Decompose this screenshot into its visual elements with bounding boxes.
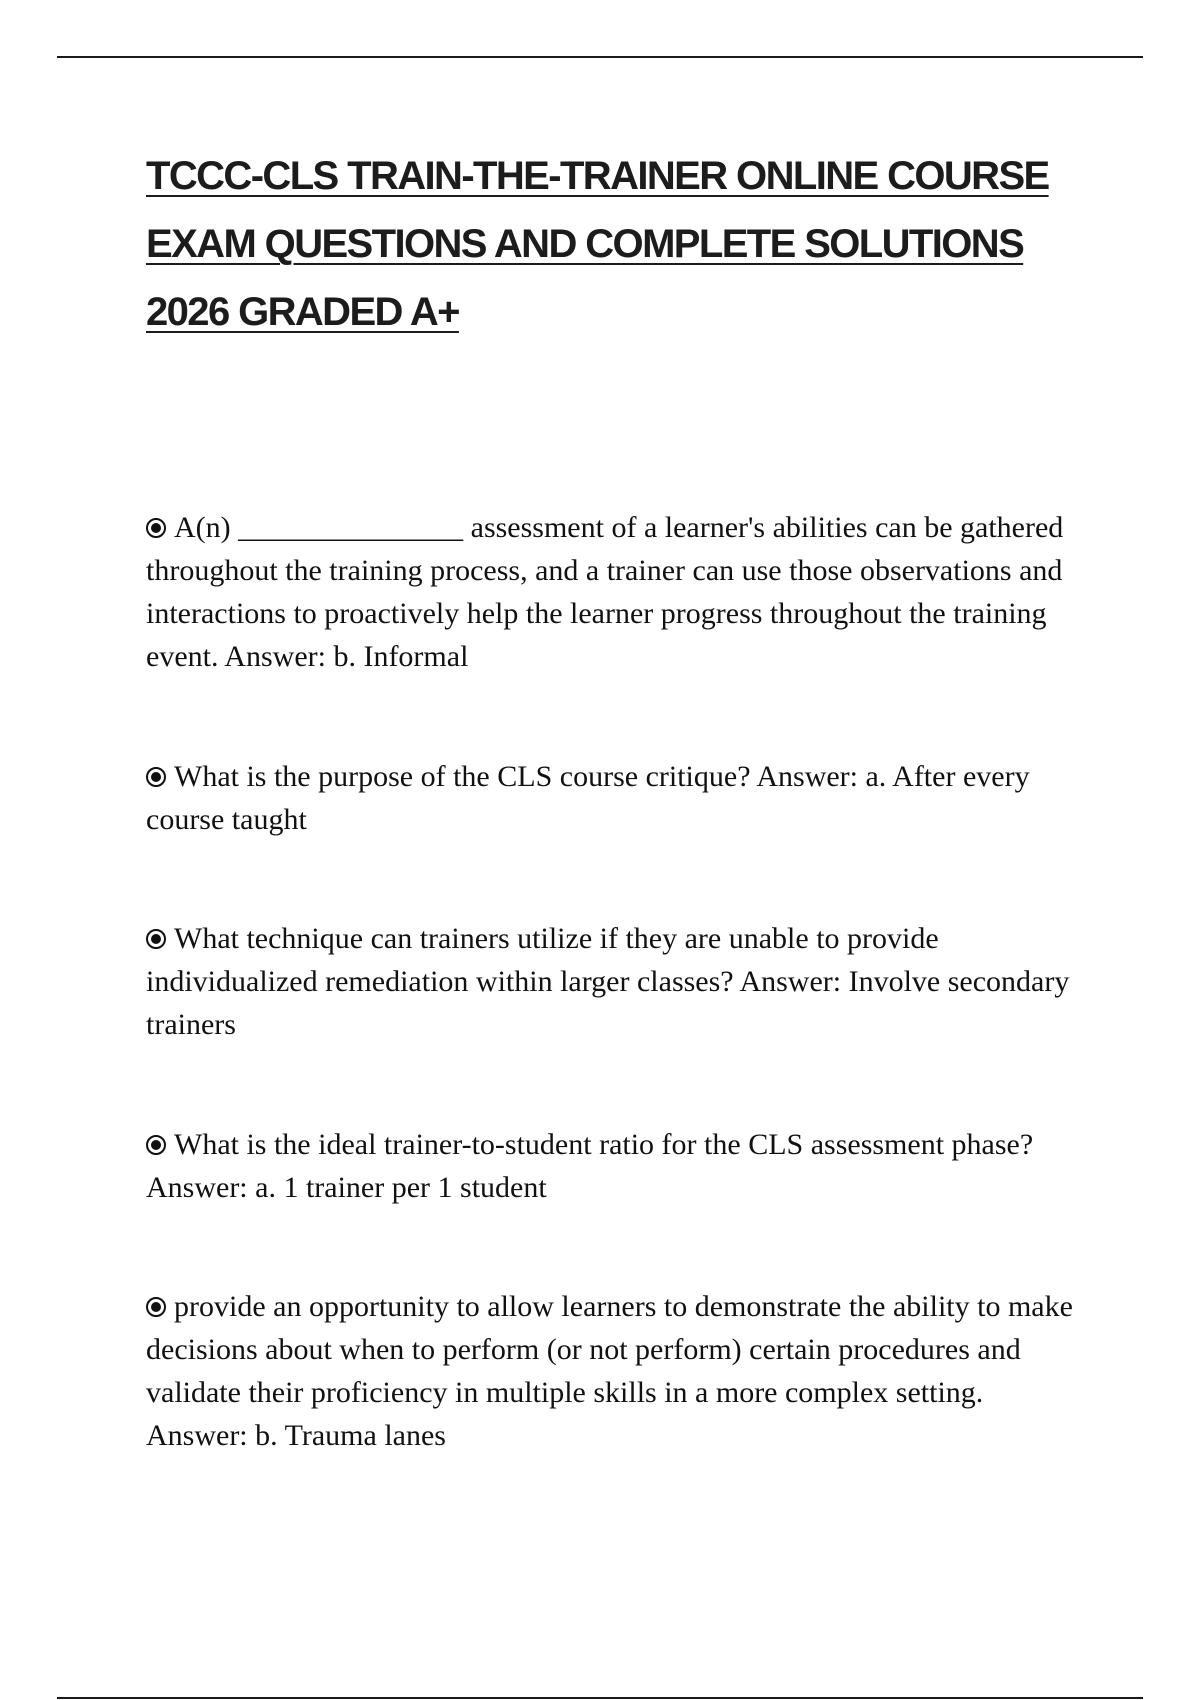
question-text: What technique can trainers utilize if they are unable to provide individualized remediation within larger classes? Answer: Involve secondary trainers bbox=[146, 922, 1070, 1041]
question-text: provide an opportunity to allow learners to demonstrate the ability to make decisions about when to perform (or not perform) certain procedures and validate their proficiency in multiple skills in a more complex setting. Answer: b. Trauma lanes bbox=[146, 1290, 1073, 1452]
question-text: What is the purpose of the CLS course critique? Answer: a. After every course taught bbox=[146, 760, 1030, 836]
radio-bullet-icon bbox=[146, 767, 166, 787]
question-item bbox=[146, 1123, 1086, 1209]
top-divider bbox=[57, 56, 1143, 58]
radio-bullet-icon bbox=[146, 1297, 166, 1317]
question-item bbox=[146, 917, 1086, 1046]
radio-bullet-icon bbox=[146, 929, 166, 949]
question-item bbox=[146, 1285, 1086, 1457]
question-text: A(n) _______________ assessment of a learner's abilities can be gathered throughout the training process, and a trainer can use those observations and interactions to proactively help the learner progress throughout the training event. Answer: b. Informal bbox=[146, 511, 1064, 673]
question-text: What is the ideal trainer-to-student ratio for the CLS assessment phase? Answer: a. 1 trainer per 1 student bbox=[146, 1128, 1034, 1204]
document-title: TCCC-CLS TRAIN-THE-TRAINER ONLINE COURSE EXAM QUESTIONS AND COMPLETE SOLUTIONS 2026 GRADED A+ bbox=[146, 154, 1049, 334]
question-item bbox=[146, 506, 1086, 678]
question-item bbox=[146, 755, 1086, 841]
radio-bullet-icon bbox=[146, 1135, 166, 1155]
radio-bullet-icon bbox=[146, 518, 166, 538]
bottom-divider bbox=[57, 1697, 1143, 1699]
